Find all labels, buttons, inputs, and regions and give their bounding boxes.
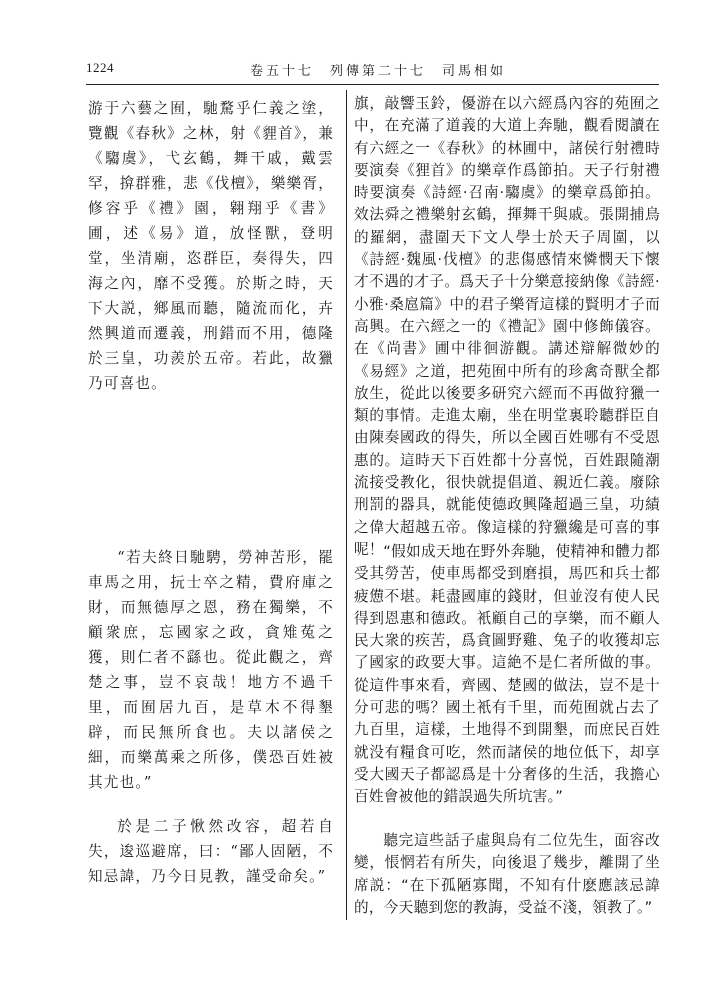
page-header — [0, 0, 716, 80]
header-rule — [86, 84, 659, 85]
classical-paragraph-1: 游于六藝之囿，馳騖乎仁義之塗，覽觀《春秋》之林，射《貍首》，兼《騶虞》，弋玄鶴，舞干戚，戴雲罕，揜群雅，悲《伐檀》，樂樂胥，修容乎《禮》園，翱翔乎《書》圃，述《易》道，放怪獸，登明堂，坐清廟，恣群臣，奏得失，四海之內，靡不受獲。於斯之時，天下大説，鄉風而聽，隨流而化，卉然興道而遷義，刑錯而不用，德隆於三皇，功羨於五帝。若此，故獵乃可喜也。 — [88, 100, 334, 392]
page-number: 1224 — [86, 60, 114, 75]
column-divider — [346, 90, 347, 920]
translation-paragraph-1: 旗，敲響玉鈴，優游在以六經爲內容的苑囿之中，在充滿了道義的大道上奔馳，觀看閱讀在有六經之一《春秋》的林圃中，諸侯行射禮時要演奏《狸首》的樂章作爲節拍。天子行射禮時要演奏《詩經·召南·騶虞》的樂章爲節拍。效法舜之禮樂射玄鶴，揮舞干與戚。張開捕鳥的羅網，盡圍天下文人學士於天子周圍，以《詩經·魏風·伐檀》的悲傷感情來憐憫天下懷才不遇的才子。爲天子十分樂意接納像《詩經·小雅·桑扈篇》中的君子樂胥這樣的賢明才子而高興。在六經之一的《禮記》園中修飾儀容。在《尚書》圃中徘徊游觀。講述辯解微妙的《易經》之道，把苑囿中所有的珍禽奇獸全都放生，從此以後要多研究六經而不再做狩獵一類的事情。走進太廟，坐在明堂裏聆聽群臣自由陳奏國政的得失，所以全國百姓哪有不受恩惠的。這時天下百姓都十分喜悦，百姓跟隨潮流接受教化，很快就提倡道、親近仁義。廢除刑罰的器具，就能使德政興隆超過三皇，功績之偉大超越五帝。像這樣的狩獵纔是可喜的事呢！ — [354, 95, 660, 558]
translation-paragraph-2: “假如成天地在野外奔馳，使精神和體力都受其勞苦，使車馬都受到磨損，馬匹和兵士都疲憊不堪。耗盡國庫的錢財，但並沒有使人民得到恩惠和德政。衹顧自己的享樂，而不顧人民大衆的疾苦，爲貪圖野雞、兔子的收獲却忘了國家的政要大事。這絶不是仁者所做的事。從這件事來看，齊國、楚國的做法，豈不是十分可悲的嗎？國土衹有千里，而苑囿就占去了九百里，這樣，土地得不到開墾，而庶民百姓就没有糧食可吃，然而諸侯的地位低下，却享受大國天子都認爲是十分奢侈的生活，我擔心百姓會被他的錯誤過失所坑害。” — [354, 543, 660, 806]
running-title: 卷五十七 列傳第二十七 司馬相如 — [250, 64, 507, 79]
classical-paragraph-2: “若夫終日馳騁，勞神苦形，罷車馬之用，抏士卒之精，費府庫之財，而無德厚之恩，務在獨樂，不顧衆庶，忘國家之政，貪雉菟之獲，則仁者不繇也。從此觀之，齊楚之事，豈不哀哉！地方不過千里，而囿居九百，是草木不得墾辟，而民無所食也。夫以諸侯之細，而樂萬乘之所侈，僕恐百姓被其尤也。” — [88, 549, 334, 791]
classical-paragraph-3: 於是二子愀然改容，超若自失，逡巡避席，曰：“鄙人固陋，不知忌諱，乃今日見教，謹受命矣。” — [88, 818, 334, 885]
translation-paragraph-3: 聽完這些話子虛與烏有二位先生，面容改變，悵惘若有所失，向後退了幾步，離開了坐席説：“在下孤陋寡聞，不知有什麽應該忌諱的，今天聽到您的教誨，受益不淺，領教了。” — [354, 832, 660, 916]
